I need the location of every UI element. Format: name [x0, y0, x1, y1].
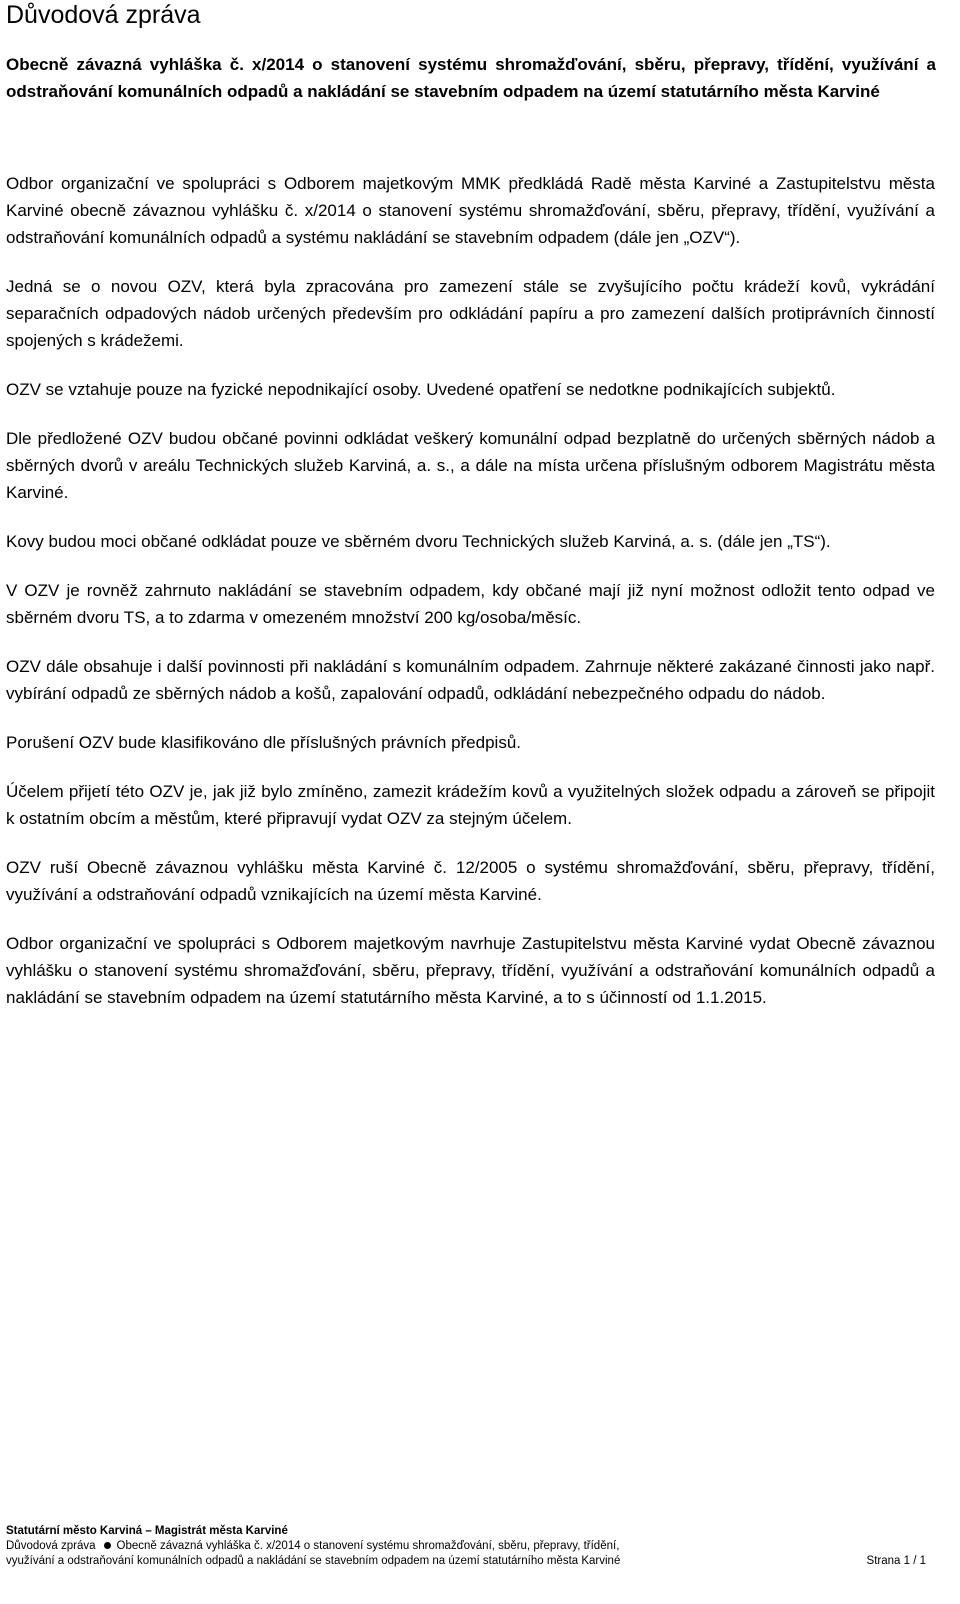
paragraph: Dle předložené OZV budou občané povinni odkládat veškerý komunální odpad bezplatně do určených sběrných nádob a sběrných dvorů v areálu Technických služeb Karviná, a. s., a dále na místa určena příslušným odborem Magistrátu města Karviné.	[6, 429, 935, 502]
footer-doc-type: Důvodová zpráva	[6, 1540, 96, 1552]
footer-doc-line	[6, 1539, 926, 1554]
page-title: Důvodová zpráva	[6, 1, 201, 29]
paragraph: Odbor organizační ve spolupráci s Odborem majetkovým navrhuje Zastupitelstvu města Karviné vydat Obecně závaznou vyhlášku o stanovení systému shromažďování, sběru, přepravy, třídění, využívání a odstraňování komunálních odpadů a nakládání se stavebním odpadem na území statutárního města Karviné, a to s účinností od 1.1.2015.	[6, 934, 935, 1007]
paragraph: OZV ruší Obecně závaznou vyhlášku města Karviné č. 12/2005 o systému shromažďování, sběru, přepravy, třídění, využívání a odstraňování odpadů vznikajících na území města Karviné.	[6, 858, 935, 904]
paragraph: Účelem přijetí této OZV je, jak již bylo zmíněno, zamezit krádežím kovů a využitelných složek odpadu a zároveň se připojit k ostatním obcím a městům, které připravují vydat OZV za stejným účelem.	[6, 782, 935, 828]
paragraph: OZV dále obsahuje i další povinnosti při nakládání s komunálním odpadem. Zahrnuje některé zakázané činnosti jako např. vybírání odpadů ze sběrných nádob a košů, zapalování odpadů, odkládání nebezpečného odpadu do nádob.	[6, 657, 935, 703]
paragraph: Porušení OZV bude klasifikováno dle příslušných právních předpisů.	[6, 733, 521, 752]
document-subject: Obecně závazná vyhláška č. x/2014 o stanovení systému shromažďování, sběru, přepravy, třídění, využívání a odstraňování komunálních odpadů a nakládání se stavebním odpadem na území statutárního města Karviné	[6, 55, 936, 101]
page-footer	[6, 1524, 926, 1569]
paragraph: Kovy budou moci občané odkládat pouze ve sběrném dvoru Technických služeb Karviná, a. s. (dále jen „TS“).	[6, 532, 831, 551]
page-number: Strana 1 / 1	[866, 1555, 926, 1567]
document-body	[6, 170, 935, 1033]
bullet-separator-icon	[104, 1542, 111, 1549]
footer-organization: Statutární město Karviná – Magistrát města Karviné	[6, 1525, 288, 1537]
footer-doc-subject-continued: využívání a odstraňování komunálních odpadů a nakládání se stavebním odpadem na území statutárního města Karviné	[6, 1555, 621, 1567]
paragraph: OZV se vztahuje pouze na fyzické nepodnikající osoby. Uvedené opatření se nedotkne podnikajících subjektů.	[6, 380, 836, 399]
paragraph: V OZV je rovněž zahrnuto nakládání se stavebním odpadem, kdy občané mají již nyní možnost odložit tento odpad ve sběrném dvoru TS, a to zdarma v omezeném množství 200 kg/osoba/měsíc.	[6, 581, 935, 627]
paragraph: Odbor organizační ve spolupráci s Odborem majetkovým MMK předkládá Radě města Karviné a Zastupitelstvu města Karviné obecně závaznou vyhlášku č. x/2014 o stanovení systému shromažďování, sběru, přepravy, třídění, využívání a odstraňování komunálních odpadů a systému nakládání se stavebním odpadem (dále jen „OZV“).	[6, 174, 935, 247]
paragraph: Jedná se o novou OZV, která byla zpracována pro zamezení stále se zvyšujícího počtu krádeží kovů, vykrádání separačních odpadových nádob určených především pro odkládání papíru a pro zamezení dalších protiprávních činností spojených s krádežemi.	[6, 277, 935, 350]
footer-doc-subject: Obecně závazná vyhláška č. x/2014 o stanovení systému shromažďování, sběru, přepravy, třídění,	[116, 1540, 620, 1552]
footer-last-line	[6, 1554, 926, 1569]
